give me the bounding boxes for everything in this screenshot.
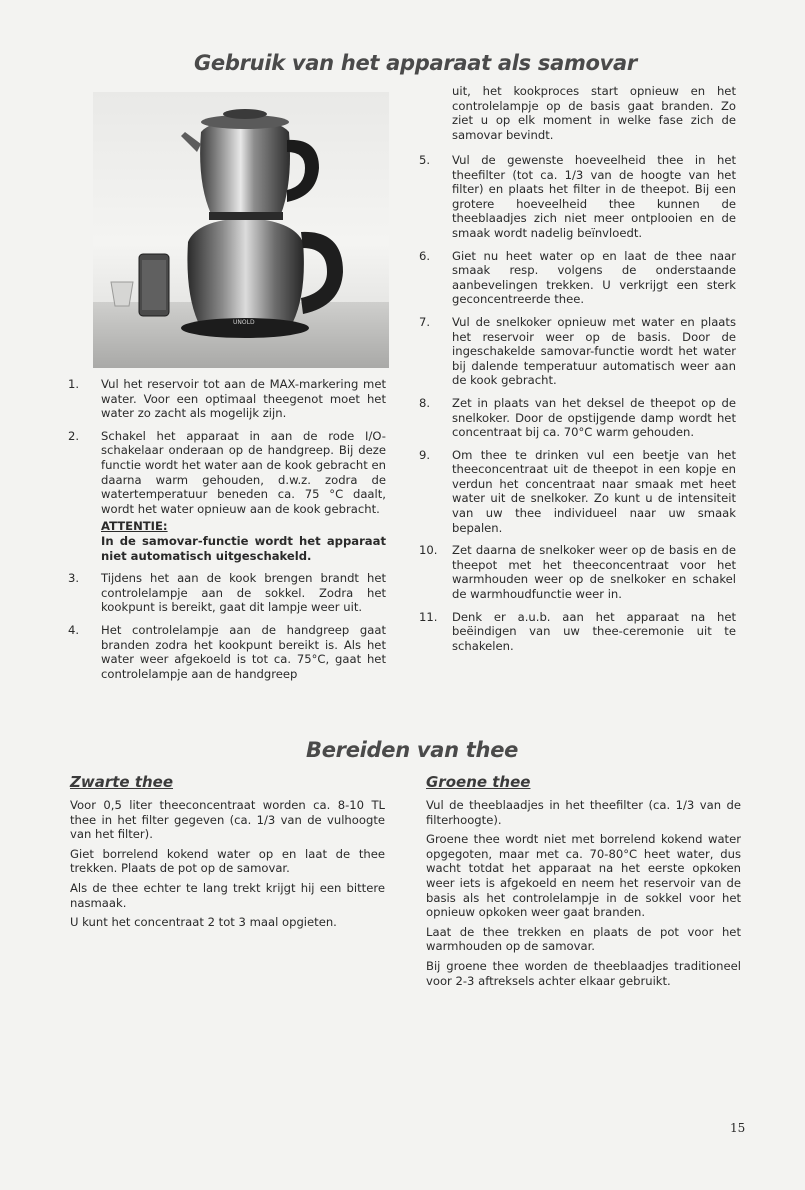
- glass-decoration: [111, 282, 133, 306]
- page-number: 15: [730, 1121, 746, 1135]
- list-item: 10. Zet daarna de snelkoker weer op de basis en de theepot met het theeconcentraat voor het warmhouden weer op de snelkoker en schakel de warmhoudfunctie weer in.: [419, 543, 736, 602]
- brand-logo: UNOLD: [233, 319, 255, 326]
- subheading-groene-thee: Groene thee: [426, 773, 531, 791]
- groene-thee-text: Vul de theeblaadjes in het theefilter (ca. 1/3 van de filterhoogte). Groene thee wordt niet met borrelend kokend water opgegoten, maar met ca. 70-80°C heet water, dus wacht totdat het apparaat na het eerste opkoken weer iets is afgekoeld en neem het reservoir van de basis als het controlelampje in de sokkel voor het opnieuw opkoken weer gaat branden. Laat de thee trekken en plaats de pot voor het warmhouden op de samovar. Bij groene thee worden de theeblaadjes traditioneel voor 2-3 aftreksels achter elkaar gebruikt.: [426, 798, 741, 988]
- step-4-continuation: uit, het kookproces start opnieuw en het controlelampje op de basis gaat branden. Zo ziet u op elk moment in welke fase zich de samovar bevindt.: [452, 84, 736, 142]
- list-item: 2. Schakel het apparaat in aan de rode I/O-schakelaar onderaan op de handgreep. Bij deze functie wordt het water aan de kook gebracht en daarna warm gehouden, d.w.z. zodra de watertemperatuur beneden ca. 75 °C daalt, wordt het water opnieuw aan de kook gebracht. ATTENTIE: In de samovar-functie wordt het apparaat niet automatisch uitgeschakeld.: [68, 428, 386, 563]
- zwarte-thee-text: Voor 0,5 liter theeconcentraat worden ca. 8-10 TL thee in het filter gegeven (ca. 1/3 van de vulhoogte van het filter). Giet borrelend kokend water op en laat de thee trekken. Plaats de pot op de samovar. Als de thee echter te lang trekt krijgt hij een bittere nasmaak. U kunt het concentraat 2 tot 3 maal opgieten.: [70, 798, 385, 930]
- list-item: 8. Zet in plaats van het deksel de theepot op de snelkoker. Door de opstijgende damp wordt het concentraat bij ca. 70°C warm gehouden.: [419, 395, 736, 440]
- product-photo: [93, 92, 389, 368]
- section-title-bereiden: Bereiden van thee: [306, 738, 519, 762]
- list-item: 1. Vul het reservoir tot aan de MAX-markering met water. Voor een optimaal theegenot moet het water zo zacht als mogelijk zijn.: [68, 377, 386, 421]
- list-item: 4. Het controlelampje aan de handgreep gaat branden zodra het kookpunt bereikt is. Als het water weer afgekoeld is tot ca. 75°C, gaat het controlelampje aan de handgreep: [68, 622, 386, 681]
- teapot-handle: [287, 140, 319, 202]
- teapot: [200, 120, 290, 214]
- kettle-body: [187, 218, 303, 322]
- subheading-zwarte-thee: Zwarte thee: [70, 773, 174, 791]
- samovar-illustration: [93, 92, 389, 368]
- steps-right: [419, 153, 736, 661]
- list-item: 3. Tijdens het aan de kook brengen brandt het controlelampje aan de sokkel. Zodra het kookpunt is bereikt, gaat dit lampje weer uit.: [68, 571, 386, 615]
- list-item: 7. Vul de snelkoker opnieuw met water en plaats het reservoir weer op de basis. Door de ingeschakelde samovar-functie wordt het water bij dalende temperatuur automatisch weer aan de kook gebracht.: [419, 314, 736, 388]
- kettle-handle: [301, 232, 343, 314]
- steps-left: [68, 377, 386, 689]
- list-item: 11. Denk er a.u.b. aan het apparaat na het beëindigen van uw thee-ceremonie uit te schakelen.: [419, 609, 736, 653]
- attention-note: ATTENTIE: In de samovar-functie wordt het apparaat niet automatisch uitgeschakeld.: [101, 519, 386, 563]
- teapot-lid-knob: [223, 109, 267, 119]
- list-item: 5. Vul de gewenste hoeveelheid thee in het theefilter (tot ca. 1/3 van de hoogte van het filter) en plaats het filter in de theepot. Bij een grotere hoeveelheid thee kunnen de theeblaadjes zich niet meer ontplooien en de smaak wordt nadelig beïnvloedt.: [419, 153, 736, 240]
- list-item: 9. Om thee te drinken vul een beetje van het theeconcentraat uit de theepot in een kopje en verdun het concentraat naar smaak met heet water uit de snelkoker. Zo kunt u de intensiteit van uw thee individueel naar uw smaak bepalen.: [419, 447, 736, 535]
- list-item: 6. Giet nu heet water op en laat de thee naar smaak resp. volgens de onderstaande aanbevelingen trekken. U verkrijgt een sterk geconcentreerde thee.: [419, 248, 736, 307]
- teapot-spout: [181, 132, 201, 152]
- section-title-samovar: Gebruik van het apparaat als samovar: [194, 51, 637, 75]
